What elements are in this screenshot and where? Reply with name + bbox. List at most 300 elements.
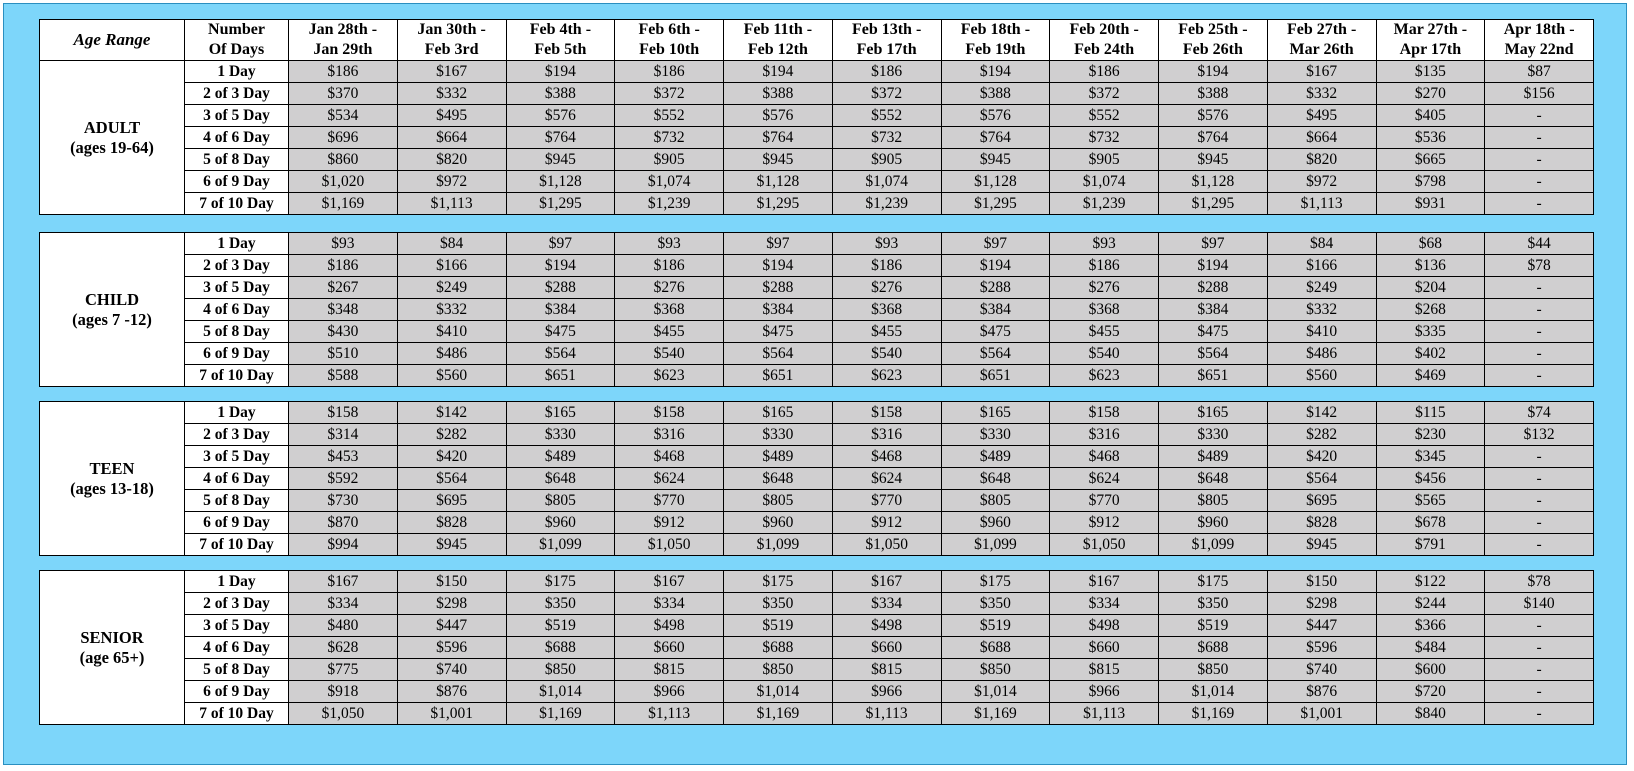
price-cell: $1,128 bbox=[506, 171, 615, 193]
price-cell: $966 bbox=[1050, 681, 1159, 703]
price-cell: $158 bbox=[832, 402, 941, 424]
price-cell: $453 bbox=[289, 446, 398, 468]
price-cell: $678 bbox=[1376, 512, 1485, 534]
price-cell: $334 bbox=[615, 593, 724, 615]
price-cell: $44 bbox=[1485, 233, 1594, 255]
price-cell: $576 bbox=[1159, 105, 1268, 127]
price-cell: $194 bbox=[941, 255, 1050, 277]
price-cell: $447 bbox=[397, 615, 506, 637]
price-cell: $156 bbox=[1485, 83, 1594, 105]
price-cell: $1,239 bbox=[1050, 193, 1159, 215]
price-cell: $740 bbox=[397, 659, 506, 681]
price-cell: $84 bbox=[1267, 233, 1376, 255]
price-cell: $1,128 bbox=[724, 171, 833, 193]
price-cell: $828 bbox=[397, 512, 506, 534]
price-cell: $282 bbox=[397, 424, 506, 446]
price-cell: $330 bbox=[506, 424, 615, 446]
price-cell: $489 bbox=[724, 446, 833, 468]
price-cell: $167 bbox=[832, 571, 941, 593]
price-cell: $194 bbox=[1159, 255, 1268, 277]
price-cell: $166 bbox=[1267, 255, 1376, 277]
price-cell: $87 bbox=[1485, 61, 1594, 83]
price-cell: $350 bbox=[941, 593, 1050, 615]
price-cell: - bbox=[1485, 127, 1594, 149]
price-cell: $430 bbox=[289, 321, 398, 343]
price-cell: $288 bbox=[724, 277, 833, 299]
price-cell: - bbox=[1485, 299, 1594, 321]
price-cell: $1,295 bbox=[1159, 193, 1268, 215]
price-cell: $960 bbox=[1159, 512, 1268, 534]
price-cell: $142 bbox=[397, 402, 506, 424]
period-start: Feb 25th - bbox=[1178, 21, 1248, 38]
period-end: Feb 17th bbox=[856, 41, 917, 58]
price-cell: $402 bbox=[1376, 343, 1485, 365]
price-cell: $420 bbox=[1267, 446, 1376, 468]
days-label: 6 of 9 Day bbox=[185, 171, 289, 193]
price-cell: $186 bbox=[832, 61, 941, 83]
price-cell: $695 bbox=[1267, 490, 1376, 512]
price-cell: $564 bbox=[397, 468, 506, 490]
price-cell: $552 bbox=[615, 105, 724, 127]
price-cell: $93 bbox=[289, 233, 398, 255]
price-cell: $456 bbox=[1376, 468, 1485, 490]
price-cell: $972 bbox=[397, 171, 506, 193]
days-label: 6 of 9 Day bbox=[185, 512, 289, 534]
price-cell: $720 bbox=[1376, 681, 1485, 703]
price-cell: $332 bbox=[397, 299, 506, 321]
price-cell: - bbox=[1485, 343, 1594, 365]
price-cell: $298 bbox=[397, 593, 506, 615]
price-cell: $1,050 bbox=[615, 534, 724, 556]
period-start: Feb 6th - bbox=[638, 21, 700, 38]
days-label: 7 of 10 Day bbox=[185, 703, 289, 725]
table-row bbox=[40, 534, 1594, 556]
days-label: 2 of 3 Day bbox=[185, 83, 289, 105]
price-cell: $623 bbox=[1050, 365, 1159, 387]
price-cell: $945 bbox=[941, 149, 1050, 171]
price-cell: $115 bbox=[1376, 402, 1485, 424]
price-cell: $764 bbox=[941, 127, 1050, 149]
period-header bbox=[832, 20, 941, 61]
price-cell: $330 bbox=[724, 424, 833, 446]
price-cell: $316 bbox=[615, 424, 724, 446]
days-label: 3 of 5 Day bbox=[185, 277, 289, 299]
price-cell: $850 bbox=[941, 659, 1050, 681]
price-cell: $489 bbox=[1159, 446, 1268, 468]
period-start: Apr 18th - bbox=[1503, 21, 1575, 38]
price-cell: $815 bbox=[832, 659, 941, 681]
price-cell: $175 bbox=[1159, 571, 1268, 593]
price-cell: $282 bbox=[1267, 424, 1376, 446]
price-cell: $167 bbox=[397, 61, 506, 83]
price-cell: $648 bbox=[724, 468, 833, 490]
price-cell: $576 bbox=[724, 105, 833, 127]
price-cell: $828 bbox=[1267, 512, 1376, 534]
period-start: Feb 20th - bbox=[1069, 21, 1139, 38]
price-cell: $695 bbox=[397, 490, 506, 512]
price-cell: $455 bbox=[1050, 321, 1159, 343]
table-row bbox=[40, 468, 1594, 490]
table-row bbox=[40, 193, 1594, 215]
age-group-name: TEEN bbox=[89, 458, 135, 478]
price-cell: $97 bbox=[1159, 233, 1268, 255]
period-header bbox=[615, 20, 724, 61]
price-cell: $1,001 bbox=[1267, 703, 1376, 725]
price-cell: $405 bbox=[1376, 105, 1485, 127]
price-cell: $905 bbox=[832, 149, 941, 171]
price-cell: $945 bbox=[397, 534, 506, 556]
price-table-senior bbox=[39, 570, 1594, 725]
price-cell: $165 bbox=[724, 402, 833, 424]
price-cell: $972 bbox=[1267, 171, 1376, 193]
price-cell: $150 bbox=[1267, 571, 1376, 593]
price-cell: $194 bbox=[724, 61, 833, 83]
price-cell: $945 bbox=[1159, 149, 1268, 171]
period-header bbox=[1485, 20, 1594, 61]
period-end: Feb 3rd bbox=[424, 41, 479, 58]
price-cell: $270 bbox=[1376, 83, 1485, 105]
days-label: 1 Day bbox=[185, 571, 289, 593]
price-cell: $1,169 bbox=[1159, 703, 1268, 725]
price-cell: $596 bbox=[397, 637, 506, 659]
price-cell: $966 bbox=[615, 681, 724, 703]
price-cell: $960 bbox=[506, 512, 615, 534]
price-cell: $142 bbox=[1267, 402, 1376, 424]
price-cell: $519 bbox=[724, 615, 833, 637]
price-cell: $276 bbox=[615, 277, 724, 299]
table-row bbox=[40, 233, 1594, 255]
price-cell: $576 bbox=[506, 105, 615, 127]
price-cell: $175 bbox=[506, 571, 615, 593]
price-cell: $244 bbox=[1376, 593, 1485, 615]
price-cell: $495 bbox=[1267, 105, 1376, 127]
price-cell: $165 bbox=[506, 402, 615, 424]
price-cell: $564 bbox=[1159, 343, 1268, 365]
price-cell: $764 bbox=[506, 127, 615, 149]
price-cell: $93 bbox=[615, 233, 724, 255]
age-group-name: CHILD bbox=[84, 289, 140, 309]
price-cell: $732 bbox=[1050, 127, 1159, 149]
price-cell: $388 bbox=[724, 83, 833, 105]
price-cell: $576 bbox=[941, 105, 1050, 127]
price-cell: $805 bbox=[724, 490, 833, 512]
price-cell: $384 bbox=[941, 299, 1050, 321]
price-cell: $1,014 bbox=[941, 681, 1050, 703]
price-cell: $651 bbox=[1159, 365, 1268, 387]
price-cell: $498 bbox=[832, 615, 941, 637]
price-cell: $660 bbox=[615, 637, 724, 659]
price-cell: $158 bbox=[289, 402, 398, 424]
price-cell: $994 bbox=[289, 534, 398, 556]
price-cell: $194 bbox=[506, 255, 615, 277]
age-group-range: (age 65+) bbox=[79, 647, 145, 667]
price-cell: $1,050 bbox=[1050, 534, 1159, 556]
price-cell: $267 bbox=[289, 277, 398, 299]
price-cell: $732 bbox=[615, 127, 724, 149]
price-cell: $78 bbox=[1485, 255, 1594, 277]
price-cell: $651 bbox=[724, 365, 833, 387]
price-cell: $764 bbox=[724, 127, 833, 149]
price-cell: $730 bbox=[289, 490, 398, 512]
price-cell: $332 bbox=[1267, 83, 1376, 105]
price-cell: $664 bbox=[1267, 127, 1376, 149]
price-cell: $623 bbox=[832, 365, 941, 387]
table-row bbox=[40, 365, 1594, 387]
price-cell: $1,295 bbox=[724, 193, 833, 215]
age-group-range: (ages 13-18) bbox=[70, 478, 154, 498]
price-cell: - bbox=[1485, 512, 1594, 534]
price-cell: $468 bbox=[1050, 446, 1159, 468]
days-label: 1 Day bbox=[185, 61, 289, 83]
price-cell: $1,014 bbox=[1159, 681, 1268, 703]
price-cell: $388 bbox=[941, 83, 1050, 105]
price-cell: $97 bbox=[941, 233, 1050, 255]
price-cell: $850 bbox=[724, 659, 833, 681]
days-label: 3 of 5 Day bbox=[185, 446, 289, 468]
price-cell: $249 bbox=[397, 277, 506, 299]
price-cell: $1,113 bbox=[1267, 193, 1376, 215]
period-end: Feb 26th bbox=[1182, 41, 1243, 58]
price-cell: $628 bbox=[289, 637, 398, 659]
price-cell: - bbox=[1485, 534, 1594, 556]
period-start: Feb 18th - bbox=[960, 21, 1031, 38]
period-header bbox=[724, 20, 833, 61]
price-cell: $510 bbox=[289, 343, 398, 365]
price-cell: $1,074 bbox=[832, 171, 941, 193]
price-cell: $276 bbox=[1050, 277, 1159, 299]
price-cell: $1,074 bbox=[615, 171, 724, 193]
price-cell: $93 bbox=[1050, 233, 1159, 255]
price-cell: $455 bbox=[615, 321, 724, 343]
price-table-adult bbox=[39, 19, 1594, 215]
header-line: Of Days bbox=[208, 41, 265, 58]
price-cell: $740 bbox=[1267, 659, 1376, 681]
price-cell: $484 bbox=[1376, 637, 1485, 659]
price-cell: $316 bbox=[1050, 424, 1159, 446]
price-cell: $534 bbox=[289, 105, 398, 127]
table-row bbox=[40, 171, 1594, 193]
price-cell: $840 bbox=[1376, 703, 1485, 725]
price-cell: $135 bbox=[1376, 61, 1485, 83]
price-cell: $455 bbox=[832, 321, 941, 343]
price-cell: $624 bbox=[832, 468, 941, 490]
price-cell: - bbox=[1485, 193, 1594, 215]
price-cell: $122 bbox=[1376, 571, 1485, 593]
price-cell: $330 bbox=[941, 424, 1050, 446]
price-cell: $1,239 bbox=[832, 193, 941, 215]
price-cell: $1,169 bbox=[724, 703, 833, 725]
age-range-header: Age Range bbox=[40, 20, 185, 61]
table-row bbox=[40, 637, 1594, 659]
period-header bbox=[397, 20, 506, 61]
price-cell: $588 bbox=[289, 365, 398, 387]
price-cell: $84 bbox=[397, 233, 506, 255]
price-cell: $623 bbox=[615, 365, 724, 387]
header-row bbox=[40, 20, 1594, 61]
price-cell: $918 bbox=[289, 681, 398, 703]
price-cell: $1,014 bbox=[724, 681, 833, 703]
price-cell: $345 bbox=[1376, 446, 1485, 468]
price-cell: $564 bbox=[941, 343, 1050, 365]
price-cell: $93 bbox=[832, 233, 941, 255]
price-cell: - bbox=[1485, 681, 1594, 703]
period-start: Jan 30th - bbox=[417, 21, 486, 38]
price-cell: - bbox=[1485, 446, 1594, 468]
price-cell: $498 bbox=[1050, 615, 1159, 637]
price-cell: $350 bbox=[1159, 593, 1268, 615]
price-cell: $97 bbox=[724, 233, 833, 255]
days-label: 1 Day bbox=[185, 233, 289, 255]
period-end: Feb 24th bbox=[1074, 41, 1135, 58]
price-cell: $596 bbox=[1267, 637, 1376, 659]
price-cell: $540 bbox=[832, 343, 941, 365]
price-cell: $660 bbox=[832, 637, 941, 659]
price-cell: $288 bbox=[1159, 277, 1268, 299]
period-start: Mar 27th - bbox=[1393, 21, 1468, 38]
price-cell: $370 bbox=[289, 83, 398, 105]
price-cell: $905 bbox=[1050, 149, 1159, 171]
days-label: 4 of 6 Day bbox=[185, 127, 289, 149]
price-cell: $332 bbox=[397, 83, 506, 105]
price-cell: $624 bbox=[1050, 468, 1159, 490]
price-cell: $384 bbox=[1159, 299, 1268, 321]
price-cell: $592 bbox=[289, 468, 398, 490]
price-cell: $1,099 bbox=[506, 534, 615, 556]
price-cell: $798 bbox=[1376, 171, 1485, 193]
price-cell: $850 bbox=[1159, 659, 1268, 681]
price-cell: $194 bbox=[1159, 61, 1268, 83]
price-cell: $332 bbox=[1267, 299, 1376, 321]
price-cell: $805 bbox=[506, 490, 615, 512]
price-cell: $1,128 bbox=[1159, 171, 1268, 193]
price-cell: $1,169 bbox=[289, 193, 398, 215]
price-cell: $158 bbox=[1050, 402, 1159, 424]
price-cell: $140 bbox=[1485, 593, 1594, 615]
days-label: 5 of 8 Day bbox=[185, 490, 289, 512]
price-cell: $165 bbox=[941, 402, 1050, 424]
table-row bbox=[40, 402, 1594, 424]
period-end: Feb 12th bbox=[747, 41, 808, 58]
price-cell: $648 bbox=[1159, 468, 1268, 490]
period-end: Jan 29th bbox=[313, 41, 373, 58]
price-cell: $696 bbox=[289, 127, 398, 149]
age-group-range: (ages 19-64) bbox=[70, 137, 154, 157]
price-cell: $688 bbox=[1159, 637, 1268, 659]
table-row bbox=[40, 61, 1594, 83]
price-cell: $334 bbox=[832, 593, 941, 615]
price-cell: $519 bbox=[941, 615, 1050, 637]
price-cell: $1,295 bbox=[941, 193, 1050, 215]
price-cell: $330 bbox=[1159, 424, 1268, 446]
price-cell: $1,099 bbox=[724, 534, 833, 556]
price-table-teen bbox=[39, 401, 1594, 556]
price-cell: $475 bbox=[941, 321, 1050, 343]
days-label: 5 of 8 Day bbox=[185, 149, 289, 171]
table-row bbox=[40, 593, 1594, 615]
price-cell: $805 bbox=[941, 490, 1050, 512]
price-cell: $966 bbox=[832, 681, 941, 703]
price-cell: $194 bbox=[724, 255, 833, 277]
table-row bbox=[40, 681, 1594, 703]
price-cell: $791 bbox=[1376, 534, 1485, 556]
price-cell: $1,001 bbox=[397, 703, 506, 725]
price-table-child bbox=[39, 232, 1594, 387]
price-cell: $480 bbox=[289, 615, 398, 637]
price-cell: $560 bbox=[397, 365, 506, 387]
price-cell: $288 bbox=[506, 277, 615, 299]
period-end: May 22nd bbox=[1504, 41, 1574, 58]
price-cell: - bbox=[1485, 277, 1594, 299]
period-header bbox=[1376, 20, 1485, 61]
table-row bbox=[40, 615, 1594, 637]
age-group-label bbox=[40, 233, 185, 387]
price-cell: $186 bbox=[615, 61, 724, 83]
price-cell: $368 bbox=[832, 299, 941, 321]
price-cell: $132 bbox=[1485, 424, 1594, 446]
table-row bbox=[40, 343, 1594, 365]
price-cell: $167 bbox=[615, 571, 724, 593]
period-end: Apr 17th bbox=[1399, 41, 1462, 58]
days-label: 5 of 8 Day bbox=[185, 659, 289, 681]
price-cell: - bbox=[1485, 637, 1594, 659]
price-cell: $150 bbox=[397, 571, 506, 593]
days-label: 1 Day bbox=[185, 402, 289, 424]
price-cell: $186 bbox=[1050, 255, 1159, 277]
price-cell: $186 bbox=[832, 255, 941, 277]
number-of-days-header bbox=[185, 20, 289, 61]
price-cell: $1,113 bbox=[1050, 703, 1159, 725]
price-cell: $565 bbox=[1376, 490, 1485, 512]
price-cell: $366 bbox=[1376, 615, 1485, 637]
price-cell: $468 bbox=[615, 446, 724, 468]
days-label: 5 of 8 Day bbox=[185, 321, 289, 343]
period-header bbox=[1267, 20, 1376, 61]
price-cell: $660 bbox=[1050, 637, 1159, 659]
period-end: Feb 19th bbox=[965, 41, 1026, 58]
price-cell: $165 bbox=[1159, 402, 1268, 424]
price-cell: $410 bbox=[397, 321, 506, 343]
price-cell: $820 bbox=[397, 149, 506, 171]
price-cell: $820 bbox=[1267, 149, 1376, 171]
price-cell: $489 bbox=[941, 446, 1050, 468]
price-cell: $960 bbox=[724, 512, 833, 534]
age-group-name: SENIOR bbox=[80, 627, 144, 647]
price-cell: $860 bbox=[289, 149, 398, 171]
price-cell: $186 bbox=[289, 61, 398, 83]
price-cell: $204 bbox=[1376, 277, 1485, 299]
period-start: Jan 28th - bbox=[308, 21, 378, 38]
price-cell: $1,020 bbox=[289, 171, 398, 193]
table-row bbox=[40, 105, 1594, 127]
price-cell: $350 bbox=[724, 593, 833, 615]
price-cell: $158 bbox=[615, 402, 724, 424]
age-group-range: (ages 7 -12) bbox=[72, 309, 152, 329]
price-cell: $175 bbox=[724, 571, 833, 593]
price-cell: $388 bbox=[1159, 83, 1268, 105]
price-cell: $368 bbox=[1050, 299, 1159, 321]
price-cell: $912 bbox=[1050, 512, 1159, 534]
price-cell: $175 bbox=[941, 571, 1050, 593]
table-row bbox=[40, 571, 1594, 593]
price-cell: $186 bbox=[289, 255, 398, 277]
price-cell: $648 bbox=[506, 468, 615, 490]
price-cell: $648 bbox=[941, 468, 1050, 490]
price-cell: $1,113 bbox=[615, 703, 724, 725]
period-start: Feb 13th - bbox=[851, 21, 922, 38]
days-label: 4 of 6 Day bbox=[185, 468, 289, 490]
price-cell: - bbox=[1485, 171, 1594, 193]
price-cell: $384 bbox=[506, 299, 615, 321]
